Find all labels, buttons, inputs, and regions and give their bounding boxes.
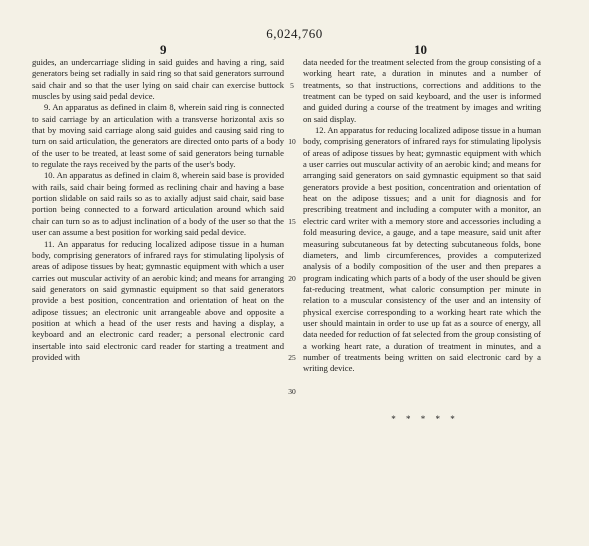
line-number-5: 5 <box>290 80 294 90</box>
left-column-number: 9 <box>160 42 167 57</box>
claim-11: 11. An apparatus for reducing localized adipose tissue in a human body, comprising generators of infrared rays for stimulating lipolysis of areas of adipose tissues by heat; gymnastic equipment with which a user carries out muscular activity of an aerobic kind; and means for arranging said generators on said gymnastic equipment so that said generators provide a best position, concentration and orientation of heat on the adipose tissues; an electronic unit arrangeable above and opposite a position at which a head of the user rests and having a display, a keyboard and an electronic card reader; a personal electronic card insertable into said electronic card reader for starting a treatment and provided with <box>32 238 284 362</box>
right-continuation-text: data needed for the treatment selected from the group consisting of a working heart rate, a duration in minutes and a number of treatments, so that instructions, corrections and additions to the treatment can be typed on said keyboard, and the user is informed and guided during a course of the treatment by images and writing on said display. <box>303 57 541 124</box>
claim-12: 12. An apparatus for reducing localized adipose tissue in a human body, comprising generators of infrared rays for stimulating lipolysis of areas of adipose tissues by heat; gymnastic equipment with which a user carries out muscular activity of an aerobic kind; and means for arranging said generators on said gymnastic equipment so that said generators provide a best position, concentration and orientation of heat on the adipose tissues; and a unit for diagnosis and for prescribing treatment and including a computer with a monitor, an electric card writer with a memory store and accessories including a fold measuring device, a gauge, and a tape measure, said unit after measuring subcutaneous fat by detecting subcutaneous folds, bone diameters, and limb circumferences, provides a computerized analysis of a bodily composition of the user and then prepares a program indicating which parts of a body of the user should be given fat-reducing treatment, what caloric consumption per minute in relation to a muscular consistency of the user and an intensity of physical exercise corresponding to a working heart rate which the user should maintain in order to use up fat as a source of energy, all data needed for reduction of fat selected from the group consisting of a working heart rate, a duration of treatment in minutes, and a number of treatments being written on said electronic card by a writing device. <box>303 125 541 374</box>
line-number-20: 20 <box>288 273 296 283</box>
end-of-document-mark: * * * * * <box>391 414 459 424</box>
claim-10: 10. An apparatus as defined in claim 8, wherein said base is provided with rails, said chair being formed as reclining chair and having a base portion slidable on said rails so as to axially adjust said chair, said base portion being connected to a forward articulation around which said chair can turn so as to adjust inclination of a body of the user so that the user can assume a best position for working said pedal device. <box>32 170 284 238</box>
line-number-15: 15 <box>288 216 296 226</box>
right-column-number: 10 <box>414 42 427 57</box>
left-column <box>32 57 284 363</box>
right-column <box>303 57 541 375</box>
left-continuation-text: guides, an undercarriage sliding in said guides and having a ring, said generators being set radially in said ring so that said generators surround said chair and so that the user lying on said chair can exercise buttock muscles by using said pedal device. <box>32 57 284 102</box>
claim-9: 9. An apparatus as defined in claim 8, wherein said ring is connected to said carriage by an articulation with a transverse horizontal axis so that by moving said carriage along said guides and causing said ring to turn on said articulation, the generators are directed onto parts of a body of the user to be treated, at least some of said generators being turnable to regulate the rays received by the parts of the user's body. <box>32 102 284 170</box>
line-number-10: 10 <box>288 137 296 147</box>
line-number-30: 30 <box>288 387 296 397</box>
patent-number: 6,024,760 <box>266 26 323 41</box>
line-number-25: 25 <box>288 353 296 363</box>
